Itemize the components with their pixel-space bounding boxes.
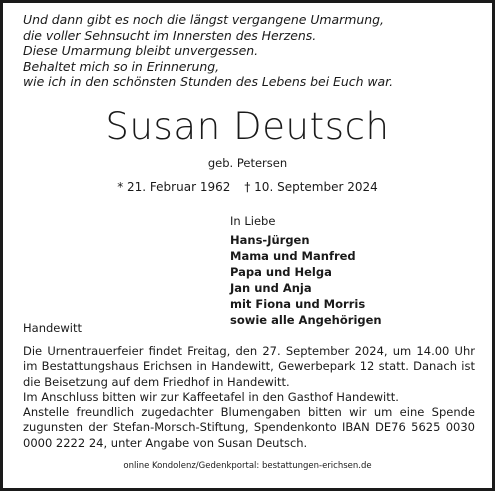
poem-line: Behaltet mich so in Erinnerung,: [23, 58, 220, 74]
poem-line: Und dann gibt es noch die längst vergangene Umarmung,: [23, 12, 384, 27]
condolence-portal-footer: online Kondolenz/Gedenkportal: bestattungen-erichsen.de: [123, 461, 372, 471]
life-dates: [0, 180, 495, 195]
maiden-name: geb. Petersen: [207, 156, 288, 170]
donation-paragraph: Anstelle freundlich zugedachter Blumengaben bitten wir um eine Spende zugunsten der Stefan-Morsch-Stiftung, Spendenkonto IBAN DE76 5625 0030 0000 2222 24, unter Angabe von Susan Deutsch.: [23, 405, 475, 450]
birth-date: * 21. Februar 1962: [117, 180, 231, 194]
mourners-list: [230, 232, 382, 328]
mourner-name: mit Fiona und Morris: [230, 297, 366, 311]
poem-line: die voller Sehnsucht im Innersten des Herzens.: [23, 27, 317, 43]
poem-line: wie ich in den schönsten Stunden des Lebens bei Euch war.: [23, 74, 394, 90]
mourner-name: Papa und Helga: [230, 265, 332, 279]
deceased-name: Susan Deutsch: [105, 105, 390, 148]
place-name: Handewitt: [23, 321, 82, 335]
poem-line: Diese Umarmung bleibt unvergessen.: [23, 43, 259, 59]
mourner-name: Jan und Anja: [230, 281, 312, 295]
mourner-name: sowie alle Angehörigen: [230, 313, 382, 327]
poem: [23, 12, 483, 90]
ceremony-paragraph: Die Urnentrauerfeier findet Freitag, den 27. September 2024, um 14.00 Uhr im Bestattungshaus Erichsen in Handewitt, Gewerbepark 12 statt. Danach ist die Beisetzung auf dem Friedhof in Handewitt.: [23, 344, 475, 389]
mourners-intro: In Liebe: [230, 214, 276, 228]
mourner-name: Mama und Manfred: [230, 249, 356, 263]
death-date: † 10. September 2024: [244, 180, 378, 194]
funeral-notice: [23, 344, 475, 451]
reception-paragraph: Im Anschluss bitten wir zur Kaffeetafel in den Gasthof Handewitt.: [23, 389, 399, 404]
mourner-name: Hans-Jürgen: [230, 233, 310, 247]
